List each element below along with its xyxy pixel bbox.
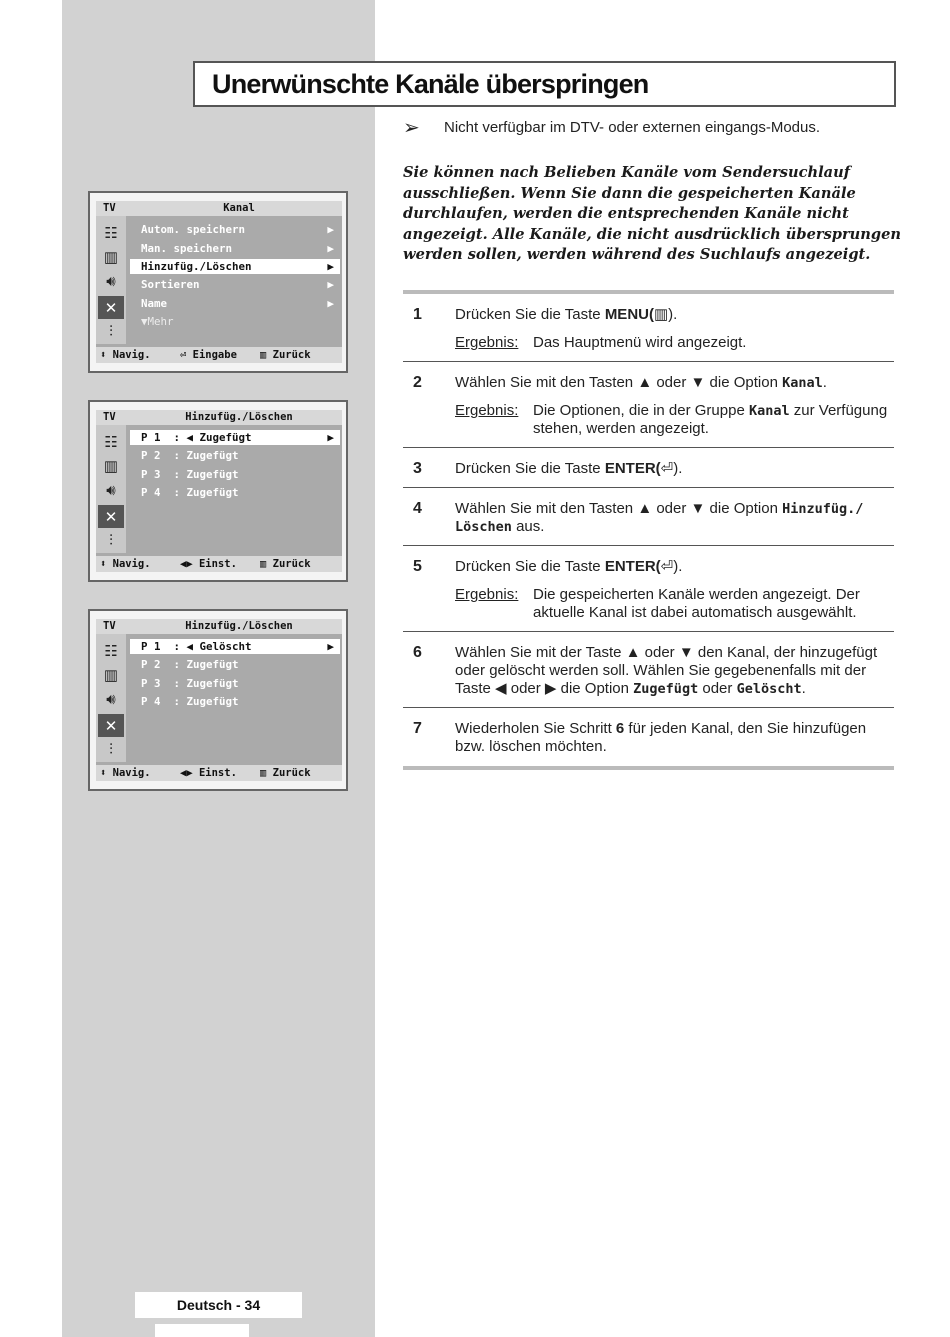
step-2 bbox=[403, 362, 894, 448]
enter-key: ENTER( bbox=[604, 460, 661, 477]
menu-item-selected[interactable] bbox=[130, 259, 340, 274]
page-number: Deutsch - 34 bbox=[135, 1292, 302, 1318]
channel-row-selected[interactable] bbox=[130, 430, 340, 445]
arrow-right-icon: ▶ bbox=[327, 296, 334, 310]
arrow-right-icon: ▶ bbox=[327, 278, 334, 291]
channel-row-selected[interactable] bbox=[130, 639, 340, 654]
menu-item-label: Autom. speichern bbox=[141, 223, 246, 236]
sound-icon[interactable]: 🔊︎ bbox=[106, 273, 116, 290]
footer-return: ▥ Zurück bbox=[260, 767, 311, 779]
step-text: ). bbox=[673, 460, 683, 477]
steps-list bbox=[403, 290, 894, 770]
step-text: Drücken Sie die Taste bbox=[455, 558, 605, 575]
channel-row[interactable] bbox=[130, 484, 340, 503]
antenna-icon[interactable]: ✕ bbox=[98, 505, 124, 528]
footer-navigate: ⬍ Navig. bbox=[100, 558, 151, 570]
step-1 bbox=[403, 294, 894, 362]
enter-icon: ⏎ bbox=[660, 558, 674, 575]
footer-navigate: ⬍ Navig. bbox=[100, 767, 151, 779]
menu-header bbox=[96, 201, 342, 216]
option-name: Kanal bbox=[782, 375, 823, 391]
result-part: Die Optionen, die in der Gruppe bbox=[533, 402, 749, 419]
step-text: für jeden Kanal, den Sie hinzufügen bzw. löschen möchten. bbox=[455, 720, 867, 755]
result-text bbox=[533, 402, 894, 438]
antenna-icon[interactable]: ✕ bbox=[98, 296, 124, 319]
tv-menu-add-delete-2 bbox=[88, 609, 348, 791]
result-text: Die gespeicherten Kanäle werden angezeigt. Der aktuelle Kanal ist dabei automatisch ausgewählt. bbox=[533, 586, 860, 621]
picture-icon[interactable]: ☷ bbox=[104, 433, 118, 451]
step-text: Drücken Sie die Taste bbox=[455, 306, 605, 323]
channel-row[interactable] bbox=[130, 466, 340, 485]
channel-icon[interactable]: ▥ bbox=[103, 248, 119, 266]
sound-icon[interactable]: 🔊︎ bbox=[106, 482, 116, 499]
channel-row-label: P 2 : Zugefügt bbox=[141, 449, 239, 462]
step-6 bbox=[403, 632, 894, 708]
tv-menu-add-delete-1 bbox=[88, 400, 348, 582]
menu-screen bbox=[96, 201, 342, 363]
menu-screen bbox=[96, 410, 342, 572]
option-name: Zugefügt bbox=[633, 681, 699, 697]
menu-items bbox=[130, 638, 340, 712]
step-text: Wiederholen Sie Schritt bbox=[455, 720, 616, 737]
menu-item[interactable] bbox=[130, 295, 340, 314]
channel-row-label: P 4 : Zugefügt bbox=[141, 486, 239, 499]
channel-row[interactable] bbox=[130, 693, 340, 712]
step-3 bbox=[403, 448, 894, 488]
menu-screen bbox=[96, 619, 342, 781]
menu-key: MENU( bbox=[604, 306, 654, 323]
step-text: Wählen Sie mit der Taste ▲ oder ▼ den Kanal, der hinzugefügt oder gelöscht werden soll. Wählen Sie gegebenenfalls mit der Taste ◀ oder ▶ die Option bbox=[455, 644, 878, 697]
picture-icon[interactable]: ☷ bbox=[104, 642, 118, 660]
menu-title: Kanal bbox=[223, 202, 255, 214]
step-text: oder bbox=[698, 680, 737, 697]
step-text: ). bbox=[673, 558, 683, 575]
menu-item-label: Man. speichern bbox=[141, 241, 233, 255]
channel-row[interactable] bbox=[130, 656, 340, 675]
step-text: . bbox=[822, 374, 827, 391]
menu-icon-column bbox=[96, 634, 126, 762]
step-5 bbox=[403, 546, 894, 632]
arrow-right-icon: ▶ bbox=[327, 431, 334, 444]
footer-return: ▥ Zurück bbox=[260, 558, 311, 570]
step-number: 4 bbox=[413, 500, 422, 517]
note-text: Nicht verfügbar im DTV- oder externen eingangs-Modus. bbox=[444, 119, 821, 136]
page-title: Unerwünschte Kanäle überspringen bbox=[212, 69, 649, 99]
step-text: Drücken Sie die Taste bbox=[455, 460, 605, 477]
menu-icon-column bbox=[96, 216, 126, 344]
step-text: Wählen Sie mit den Tasten ▲ oder ▼ die Option bbox=[455, 500, 783, 517]
footer-adjust: ◀▶ Einst. bbox=[180, 767, 237, 779]
step-text: ). bbox=[668, 306, 678, 323]
step-ref: 6 bbox=[615, 720, 625, 737]
menu-item-more[interactable] bbox=[130, 313, 340, 332]
channel-row-label: P 3 : Zugefügt bbox=[141, 467, 239, 481]
tv-label: TV bbox=[103, 202, 116, 214]
arrow-right-icon: ▶ bbox=[327, 223, 334, 236]
menu-item[interactable] bbox=[130, 276, 340, 295]
arrow-right-icon: ▶ bbox=[327, 241, 334, 255]
step-text: aus. bbox=[511, 518, 545, 535]
arrow-right-icon: ▶ bbox=[327, 640, 334, 653]
menu-header bbox=[96, 410, 342, 425]
menu-item[interactable] bbox=[130, 240, 340, 259]
result-label: Ergebnis: bbox=[455, 334, 519, 351]
menu-item-label: Hinzufüg./Löschen bbox=[141, 260, 252, 273]
channel-row-label: P 2 : Zugefügt bbox=[141, 658, 239, 671]
result-label: Ergebnis: bbox=[455, 402, 519, 419]
step-text: Wählen Sie mit den Tasten ▲ oder ▼ die Option bbox=[455, 374, 783, 391]
step-text: . bbox=[801, 680, 806, 697]
note bbox=[403, 115, 820, 140]
step-number: 1 bbox=[413, 306, 422, 323]
step-number: 2 bbox=[413, 374, 422, 391]
menu-item[interactable] bbox=[130, 221, 340, 240]
setup-icon[interactable]: ⫶ bbox=[109, 741, 113, 758]
result-label: Ergebnis: bbox=[455, 586, 519, 603]
step-number: 7 bbox=[413, 720, 422, 737]
footer-adjust: ◀▶ Einst. bbox=[180, 558, 237, 570]
channel-row[interactable] bbox=[130, 675, 340, 694]
antenna-icon[interactable]: ✕ bbox=[98, 714, 124, 737]
tv-label: TV bbox=[103, 411, 116, 423]
title-box bbox=[193, 61, 896, 107]
menu-item-label: ▼Mehr bbox=[141, 315, 174, 328]
menu-title: Hinzufüg./Löschen bbox=[185, 411, 293, 423]
menu-footer bbox=[96, 765, 342, 781]
tv-label: TV bbox=[103, 620, 116, 632]
page-tab bbox=[155, 1324, 249, 1337]
menu-header bbox=[96, 619, 342, 634]
enter-key: ENTER( bbox=[604, 558, 661, 575]
step-number: 6 bbox=[413, 644, 422, 661]
menu-items bbox=[130, 221, 340, 332]
menu-icon: ▥ bbox=[653, 306, 669, 323]
footer-enter: ⏎ Eingabe bbox=[180, 349, 237, 361]
channel-row-label: P 4 : Zugefügt bbox=[141, 695, 239, 708]
menu-footer bbox=[96, 556, 342, 572]
setup-icon[interactable]: ⫶ bbox=[109, 532, 113, 549]
footer-navigate: ⬍ Navig. bbox=[100, 349, 151, 361]
menu-item-label: Sortieren bbox=[141, 278, 200, 291]
enter-icon: ⏎ bbox=[660, 460, 674, 477]
channel-row-label: P 1 : ◀ Zugefügt bbox=[141, 431, 252, 444]
picture-icon[interactable]: ☷ bbox=[104, 224, 118, 242]
footer-return: ▥ Zurück bbox=[260, 349, 311, 361]
option-name: Hinzufüg./ Löschen bbox=[455, 501, 864, 535]
step-7 bbox=[403, 708, 894, 766]
channel-row-label: P 1 : ◀ Gelöscht bbox=[141, 640, 252, 653]
tv-menu-kanal bbox=[88, 191, 348, 373]
option-name: Kanal bbox=[748, 403, 790, 419]
menu-item-label: Name bbox=[141, 296, 168, 310]
channel-row[interactable] bbox=[130, 447, 340, 466]
step-4 bbox=[403, 488, 894, 546]
channel-icon[interactable]: ▥ bbox=[103, 666, 119, 684]
intro-text: Sie können nach Belieben Kanäle vom Sendersuchlauf ausschließen. Wenn Sie dann die gespeicherten Kanäle durchlaufen, werden die entsprechenden Kanäle nicht angezeigt. Alle Kanäle, die nicht ausdrücklich übersprungen werden sollen, werden während des Suchlaufs angezeigt. bbox=[403, 164, 902, 263]
step-number: 5 bbox=[413, 558, 422, 575]
menu-items bbox=[130, 429, 340, 503]
step-number: 3 bbox=[413, 460, 422, 477]
option-name: Gelöscht bbox=[736, 681, 802, 697]
setup-icon[interactable]: ⫶ bbox=[109, 323, 113, 340]
result-text: Das Hauptmenü wird angezeigt. bbox=[533, 334, 747, 351]
arrow-right-icon: ▶ bbox=[327, 260, 334, 273]
note-arrow-icon: ➢ bbox=[403, 117, 420, 139]
sound-icon[interactable]: 🔊︎ bbox=[106, 691, 116, 708]
menu-title: Hinzufüg./Löschen bbox=[185, 620, 293, 632]
channel-icon[interactable]: ▥ bbox=[103, 457, 119, 475]
channel-row-label: P 3 : Zugefügt bbox=[141, 676, 239, 690]
menu-footer bbox=[96, 347, 342, 363]
result-part: zur Verfügung stehen, werden angezeigt. bbox=[533, 402, 888, 437]
menu-icon-column bbox=[96, 425, 126, 553]
